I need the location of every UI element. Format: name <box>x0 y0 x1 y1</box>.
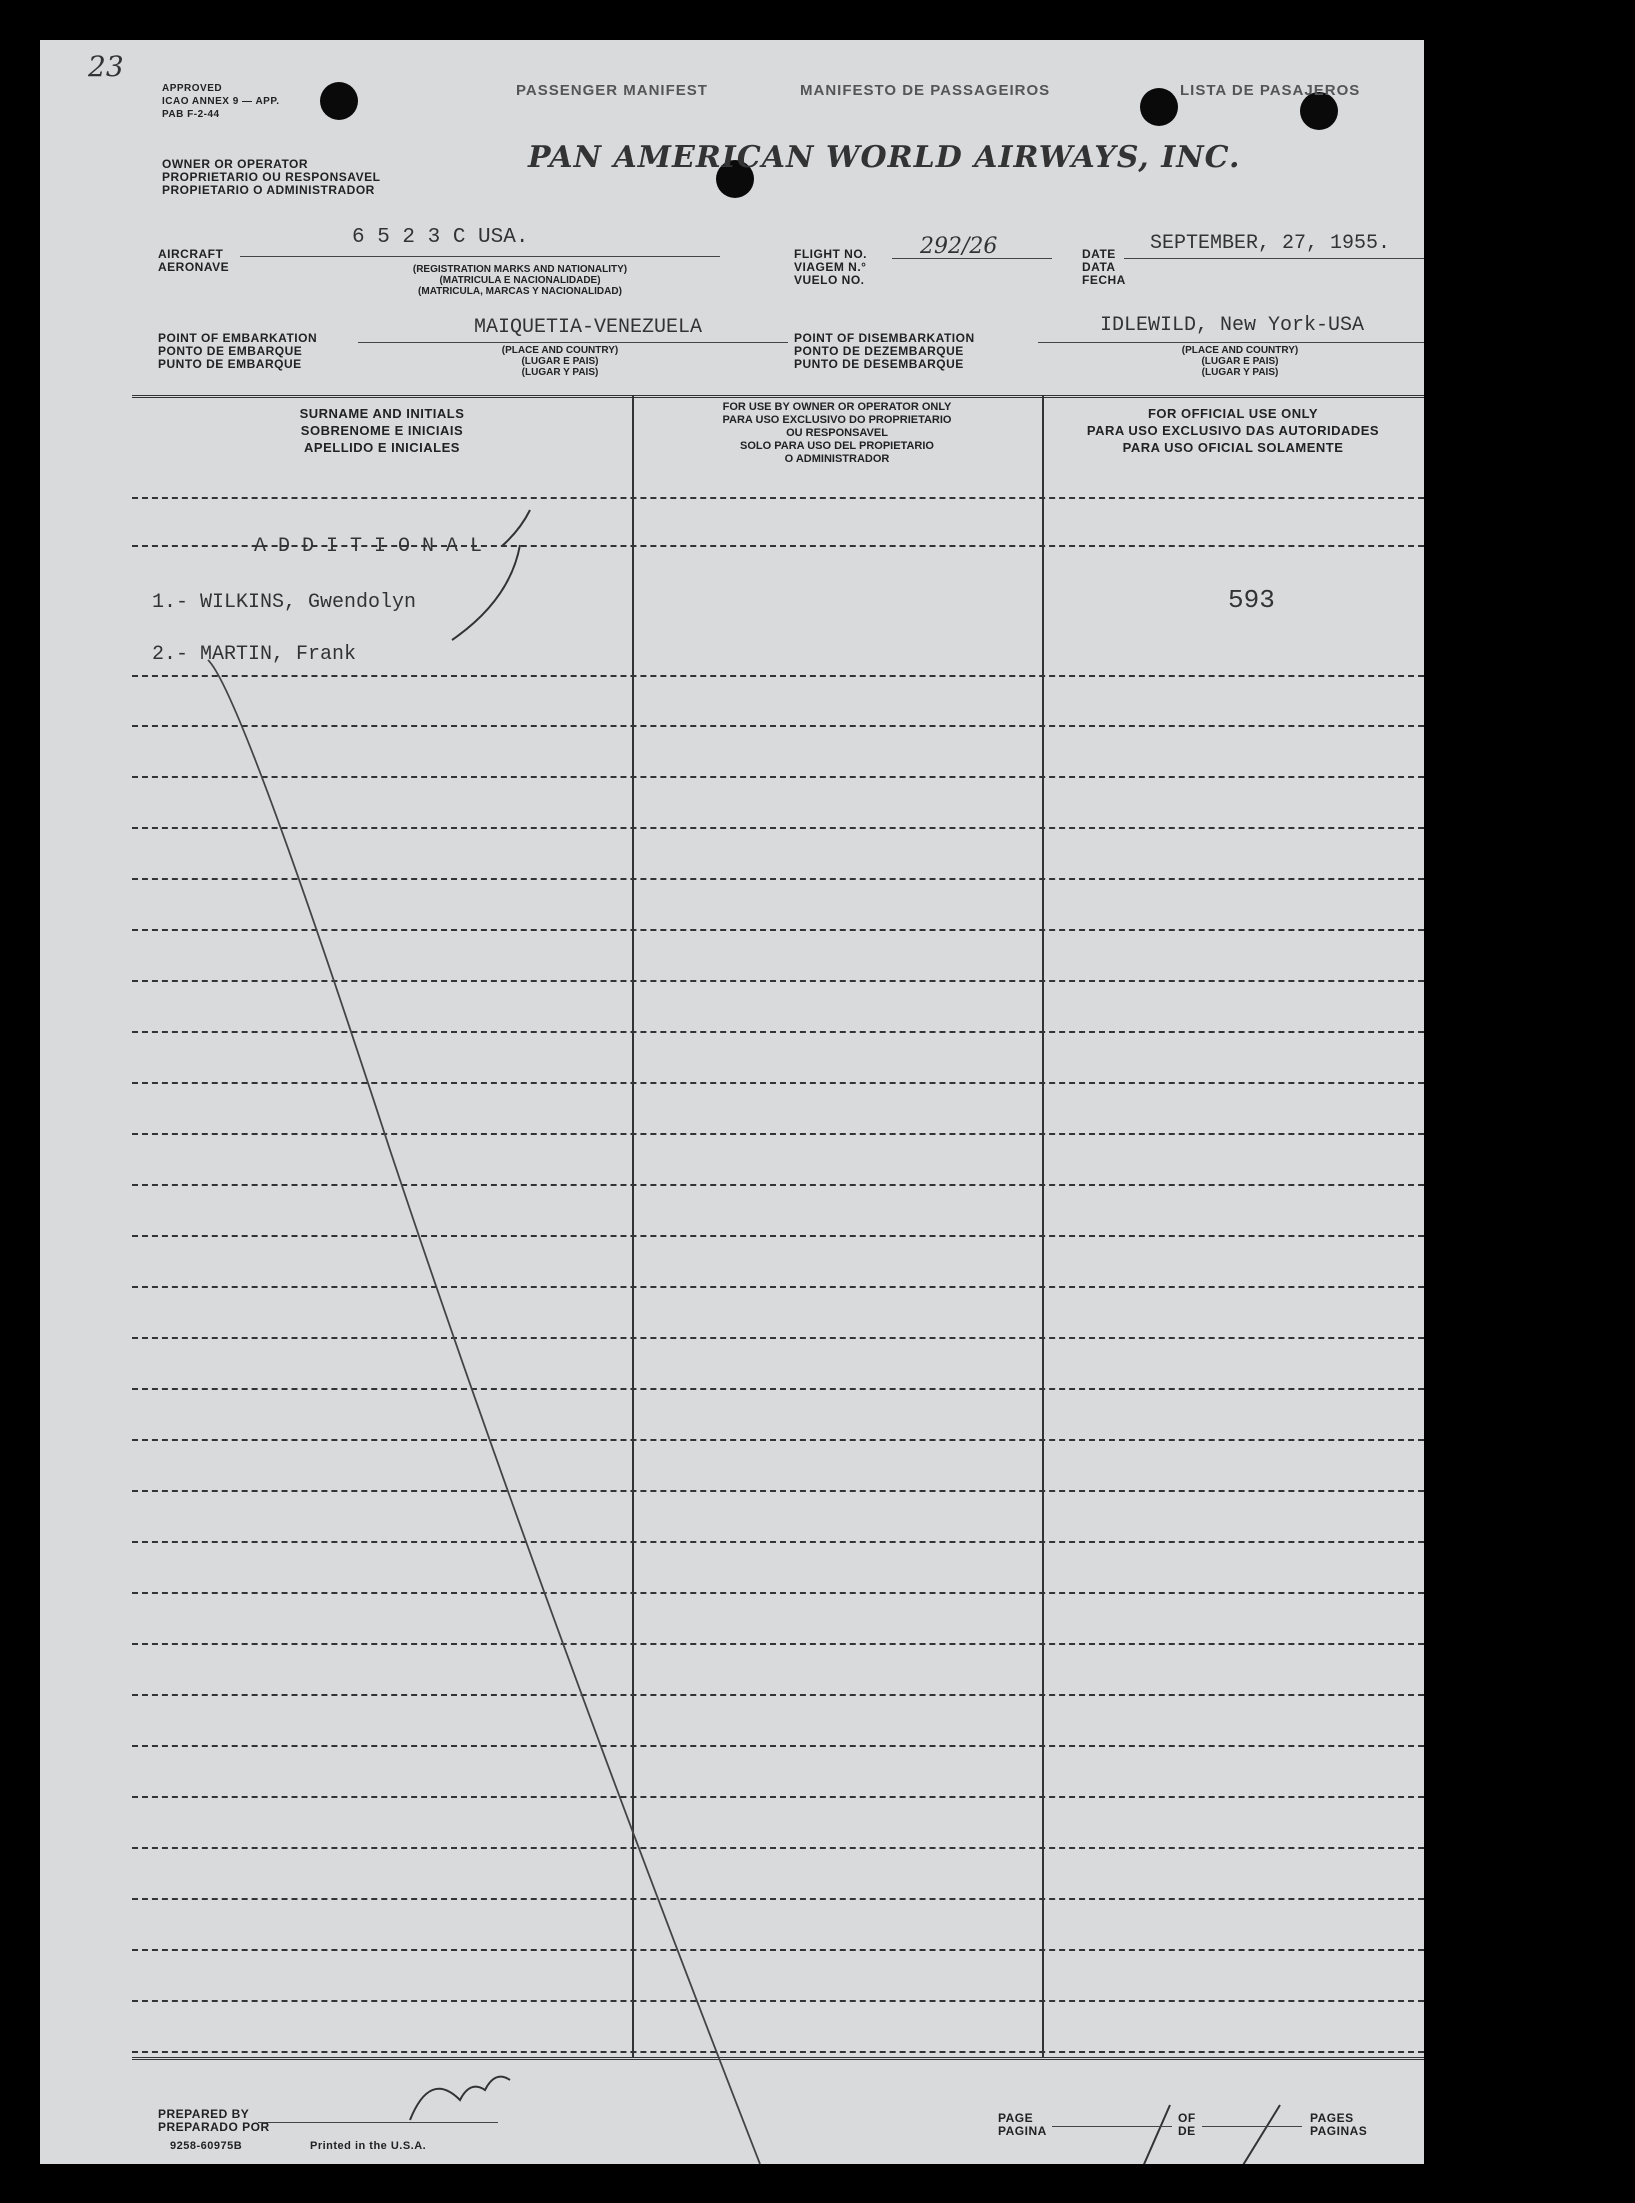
checkmark-icon <box>452 545 520 640</box>
col-header-name: SURNAME AND INITIALS SOBRENOME E INICIAIS APELLIDO E INICIALES <box>299 406 465 455</box>
form-title-es: LISTA DE PASAJEROS <box>1180 82 1361 99</box>
of-label: OF DE <box>1178 2111 1196 2138</box>
pen-marks <box>40 40 1424 2164</box>
list-item: 1.- WILKINS, Gwendolyn <box>152 591 417 614</box>
page-line <box>1052 2126 1172 2127</box>
embarkation-note: (PLACE AND COUNTRY) (LUGAR E PAIS) (LUGAR Y PAIS) <box>501 345 619 378</box>
aircraft-note: (REGISTRATION MARKS AND NATIONALITY) (MATRICULA E NACIONALIDADE) (MATRICULA, MARCAS Y NACIONALIDAD) <box>412 264 628 297</box>
page-number-stroke <box>1138 2105 1170 2164</box>
embarkation-label: POINT OF EMBARKATION PONTO DE EMBARQUE PUNTO DE EMBARQUE <box>158 331 318 371</box>
date-value: SEPTEMBER, 27, 1955. <box>1150 232 1391 255</box>
signature <box>410 2077 510 2120</box>
form-title-en: PASSENGER MANIFEST <box>516 82 708 99</box>
form-title-pt: MANIFESTO DE PASSAGEIROS <box>800 82 1051 99</box>
ditto-stroke <box>208 660 760 2164</box>
col-header-operator: FOR USE BY OWNER OR OPERATOR ONLY PARA USO EXCLUSIVO DO PROPRIETARIO OU RESPONSAVEL SOLO PARA USO DEL PROPIETARIO O ADMINISTRADOR <box>722 401 952 465</box>
disembarkation-note: (PLACE AND COUNTRY) (LUGAR E PAIS) (LUGAR Y PAIS) <box>1181 345 1299 378</box>
aircraft-label: AIRCRAFT AERONAVE <box>158 247 230 274</box>
flight-value: 292/26 <box>920 234 998 259</box>
disembarkation-label: POINT OF DISEMBARKATION PONTO DE DEZEMBARQUE PUNTO DE DESEMBARQUE <box>794 331 975 371</box>
col-header-official: FOR OFFICIAL USE ONLY PARA USO EXCLUSIVO DAS AUTORIDADES PARA USO OFICIAL SOLAMENTE <box>1086 406 1380 455</box>
pages-label: PAGES PAGINAS <box>1310 2111 1368 2138</box>
form-number: 9258-60975B <box>170 2140 243 2152</box>
approval-block: APPROVED ICAO ANNEX 9 — APP. PAB F-2-44 <box>162 83 280 120</box>
list-item: 2.- MARTIN, Frank <box>152 643 357 666</box>
list-item: A D D I T I O N A L <box>254 535 483 558</box>
checkmark-icon <box>502 510 530 546</box>
page-label: PAGE PAGINA <box>998 2111 1047 2138</box>
printed-note: Printed in the U.S.A. <box>310 2140 427 2152</box>
owner-label: OWNER OR OPERATOR PROPRIETARIO OU RESPONSAVEL PROPIETARIO O ADMINISTRADOR <box>162 157 381 197</box>
embarkation-value: MAIQUETIA-VENEZUELA <box>474 316 703 339</box>
flight-label: FLIGHT NO. VIAGEM N.° VUELO NO. <box>794 247 867 287</box>
official-number: 593 <box>1228 585 1275 615</box>
prepared-line <box>258 2122 498 2123</box>
page-total-stroke <box>1240 2105 1280 2164</box>
company-name: PAN AMERICAN WORLD AIRWAYS, INC. <box>528 140 1241 175</box>
prepared-label: PREPARED BY PREPARADO POR <box>158 2107 270 2134</box>
manifest-sheet <box>40 40 1424 2164</box>
aircraft-value: 6 5 2 3 C USA. <box>352 226 529 249</box>
disembarkation-value: IDLEWILD, New York-USA <box>1100 314 1365 337</box>
corner-mark: 23 <box>88 50 124 83</box>
date-label: DATE DATA FECHA <box>1082 247 1126 287</box>
of-line <box>1202 2126 1302 2127</box>
